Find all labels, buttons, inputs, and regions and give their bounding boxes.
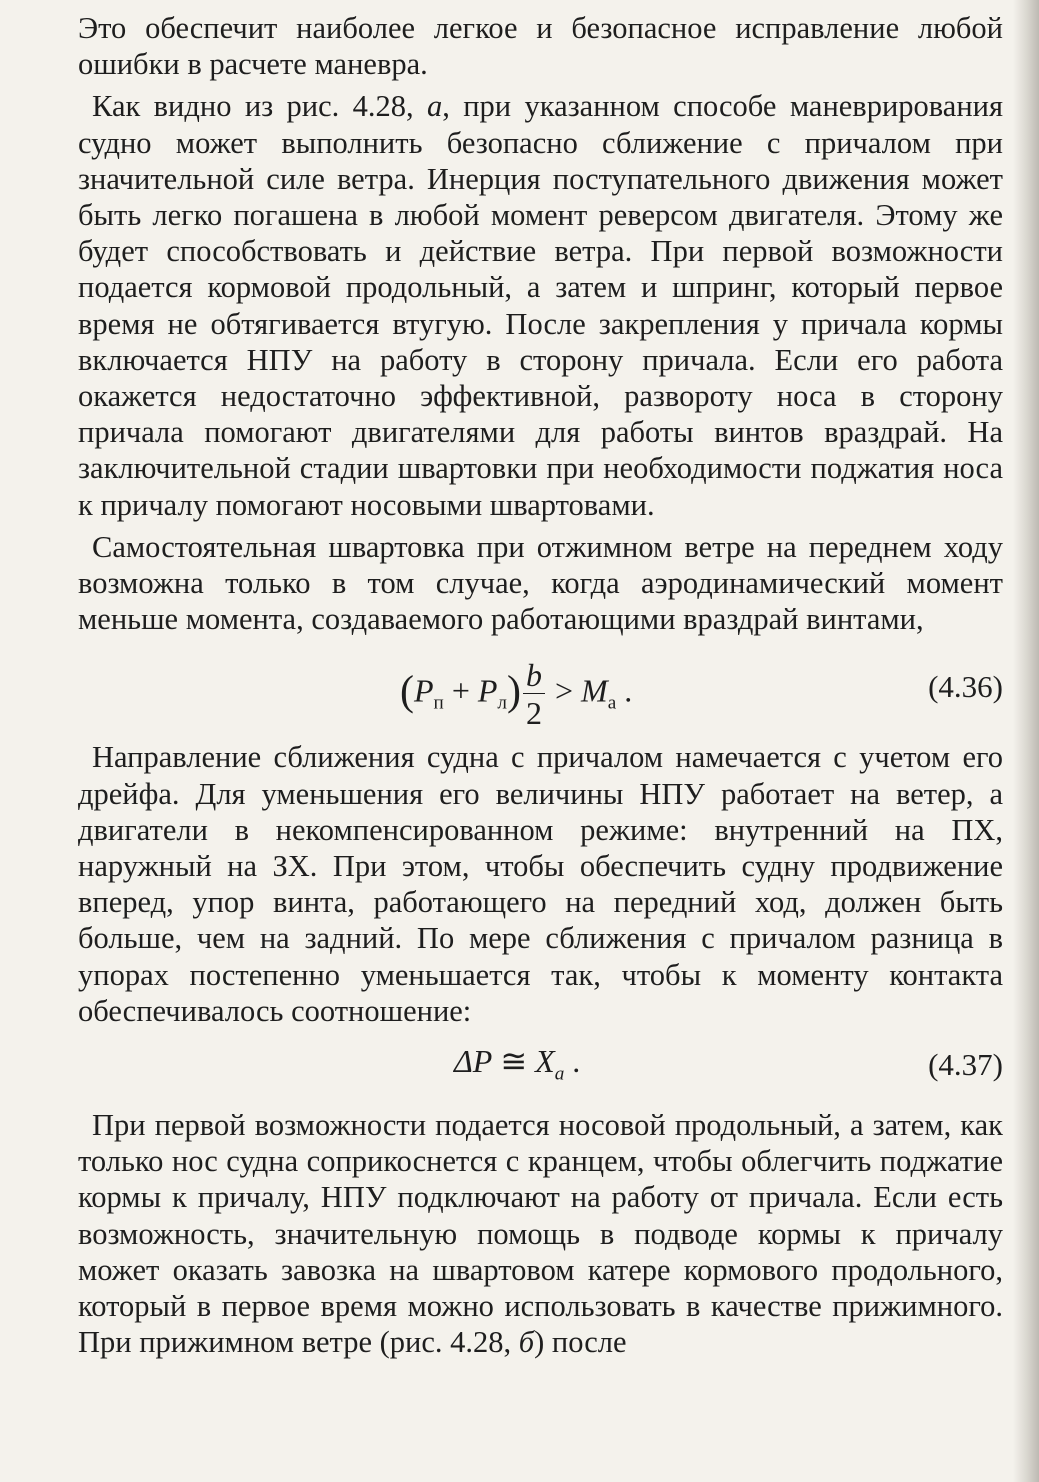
paragraph-2-rest: , при указанном способе маневрирования судно может выполнить безопасно сближение с причалом при значительной силе ветра. Инерция поступательного движения может быть легко погашена в любой момент реверсом двигателя. Этому же будет способствовать и действие ветра. При первой возможности подается кормовой продольный, а затем и шпринг, который первое время не обтягивается втугую. После закрепления у причала кормы включается НПУ на работу в сторону причала. Если его работа окажется недостаточно эффективной, развороту носа в сторону причала помогают двигателями для работы винтов враздрай. На заключительной стадии швартовки при необходимости поджатия носа к причалу помогают носовыми швартовами. <box>78 89 1003 522</box>
formula-4-37 <box>78 1033 1003 1101</box>
paragraph-3: Самостоятельная швартовка при отжимном ветре на переднем ходу возможна только в том случае, когда аэродинамический момент меньше момента, создаваемого работающими враздрай винтами, <box>78 529 1003 637</box>
fraction-b-over-2: $\frac{b}{2}$ <box>523 659 545 729</box>
paragraph-5-end: ) после <box>534 1325 627 1360</box>
paragraph-5 <box>78 1107 1003 1360</box>
paragraph-1: Это обеспечит наиболее легкое и безопасное исправление любой ошибки в расчете маневра. <box>78 11 1003 82</box>
formula-4-36 <box>78 641 1003 733</box>
equation-number-4-36: (4.36) <box>928 669 1003 705</box>
formula-4-36-expression: $(P_п + P_л)$ $\frac{b}{2}$ > $M_а$ . <box>400 657 633 732</box>
formula-4-37-expression: ΔP ≅ $X_a$ . <box>454 1043 581 1085</box>
figure-letter-b: б <box>518 1325 535 1360</box>
equation-number-4-37: (4.37) <box>928 1047 1003 1083</box>
book-page <box>78 10 1003 1361</box>
page-edge-shadow <box>1013 0 1039 1482</box>
figure-letter-a: а <box>426 89 443 124</box>
paragraph-4: Направление сближения судна с причалом намечается с учетом его дрейфа. Для уменьшения его величины НПУ работает на ветер, а двигатели в некомпенсированном режиме: внутренний на ПХ, наружный на ЗХ. При этом, чтобы обеспечить судну продвижение вперед, упор винта, работающего на передний ход, должен быть больше, чем на задний. По мере сближения с причалом разница в упорах постепенно уменьшается так, чтобы к моменту контакта обеспечивалось соотношение: <box>78 740 1003 1028</box>
paragraph-2 <box>78 88 1003 522</box>
paragraph-5-text: При первой возможности подается носовой продольный, а затем, как только нос судна соприкоснется с кранцем, чтобы облегчить поджатие кормы к причалу, НПУ подключают на работу от причала. Если есть возможность, значительную помощь в подводе кормы к причалу может оказать завозка на швартовом катере кормового продольного, который в первое время можно использовать в качестве прижимного. При прижимном ветре (рис. 4.28, <box>78 1108 1003 1360</box>
paragraph-2-start: Как видно из рис. 4.28, <box>92 89 427 124</box>
